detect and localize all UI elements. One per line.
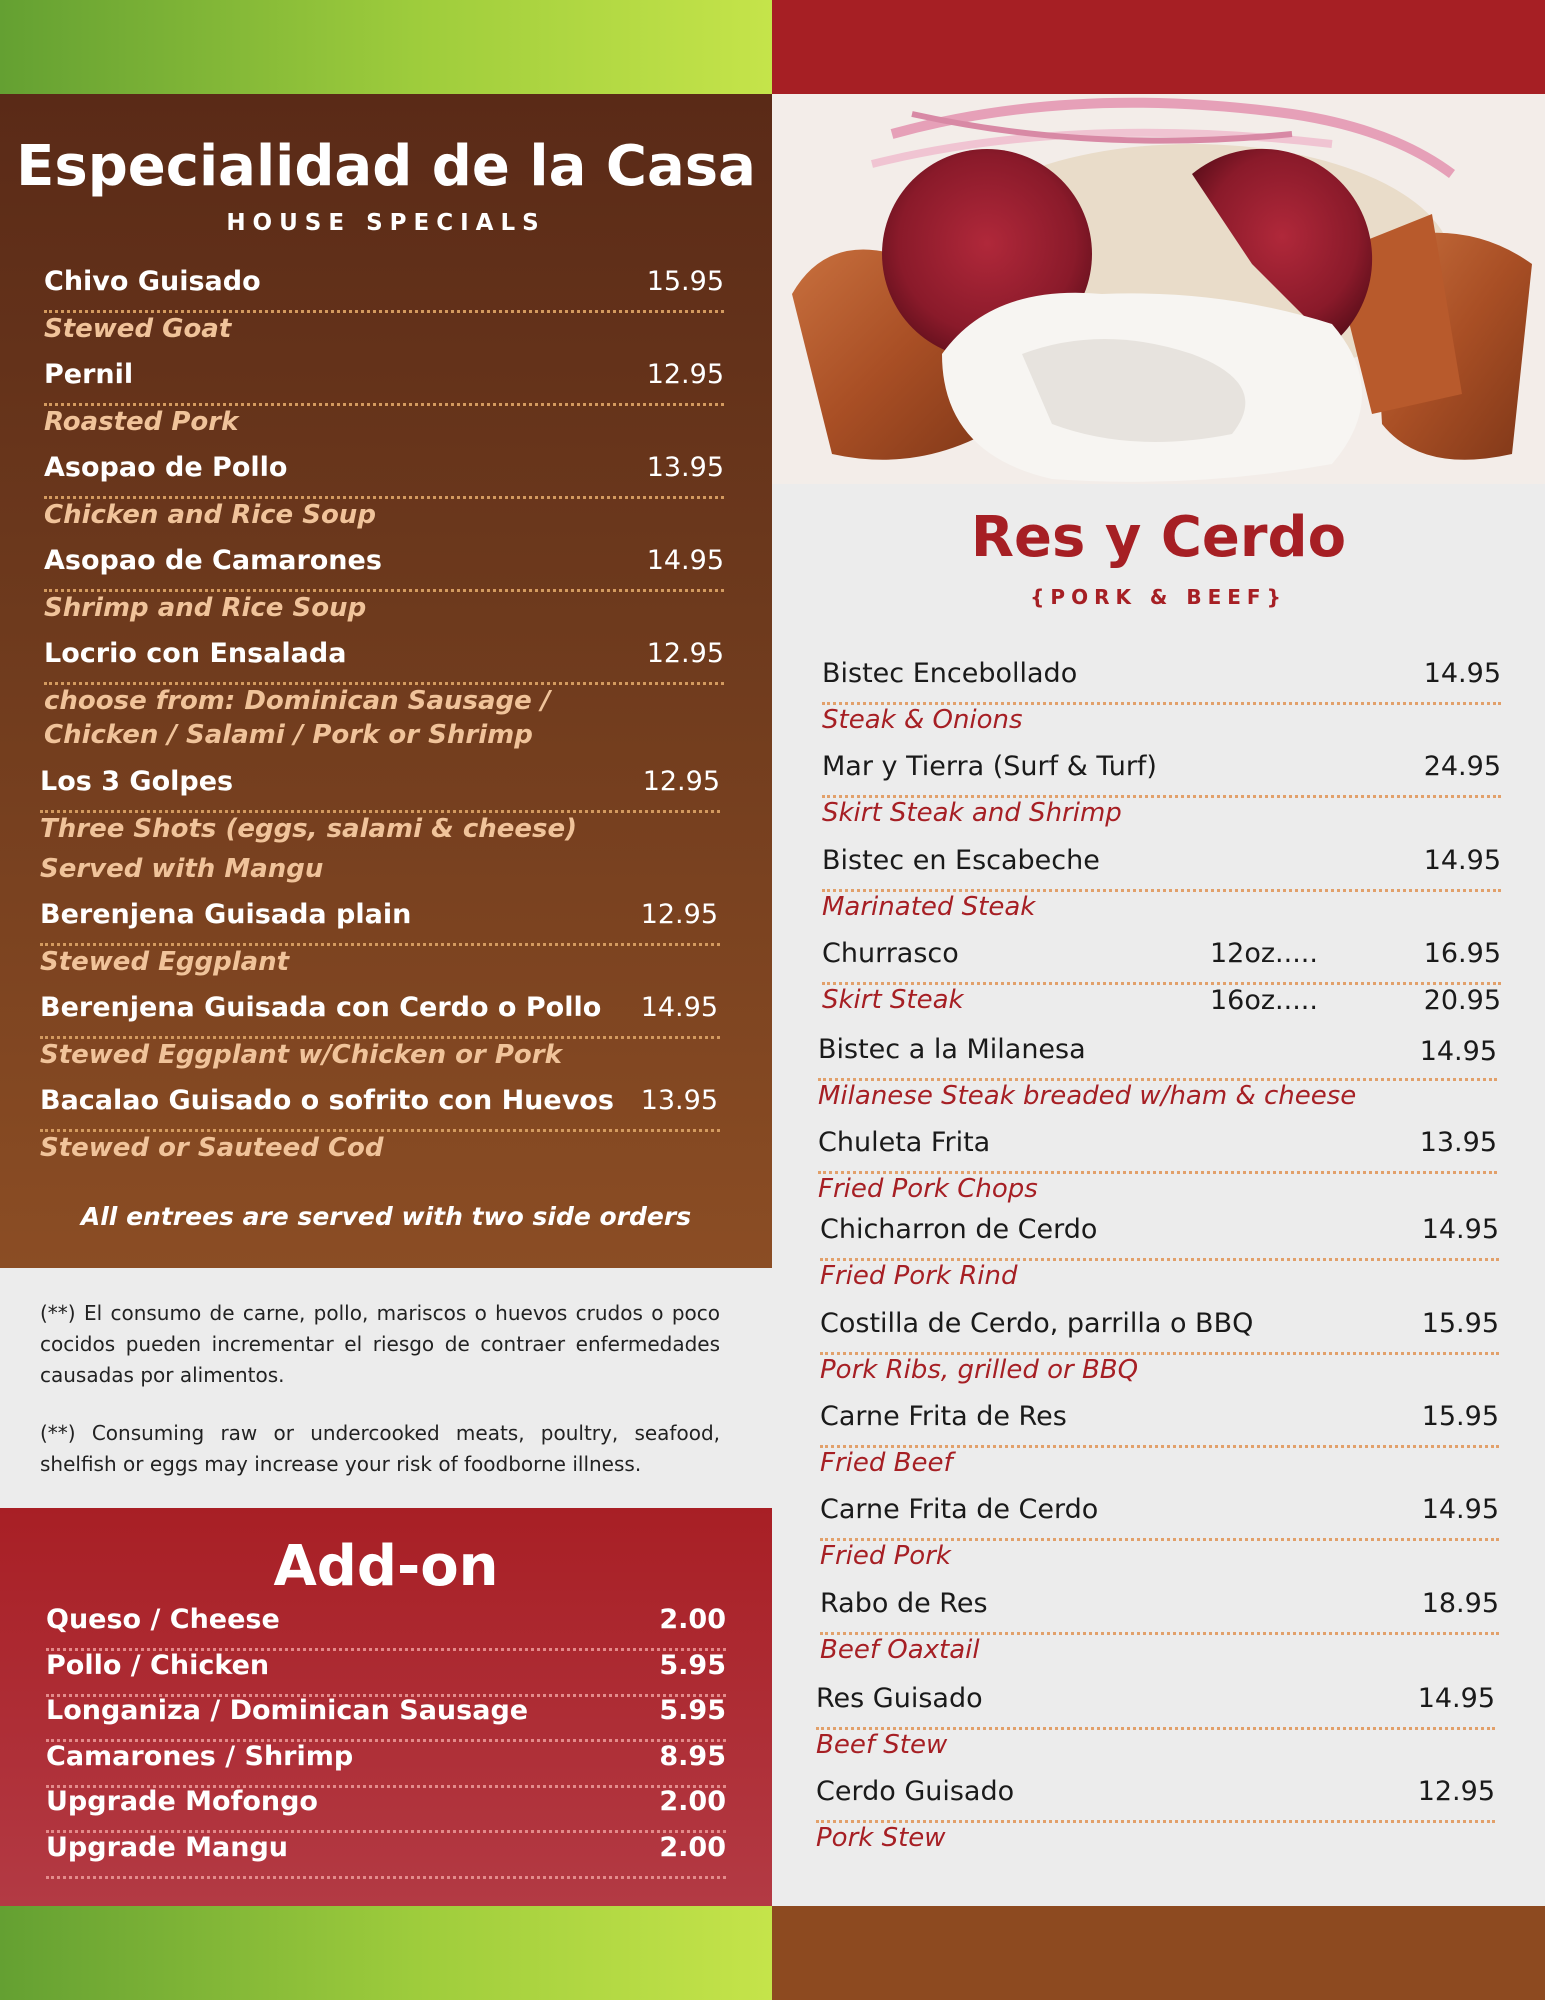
dotted-divider bbox=[44, 589, 724, 592]
house-specials-subtitle: HOUSE SPECIALS bbox=[226, 210, 546, 236]
menu-item-description: Fried Beef bbox=[820, 1448, 953, 1478]
menu-item-description: Skirt Steak bbox=[822, 985, 964, 1015]
menu-item-name: Res Guisado bbox=[816, 1683, 983, 1714]
menu-item-price: 15.95 bbox=[1421, 1401, 1499, 1432]
menu-item-description: Skirt Steak and Shrimp bbox=[822, 798, 1122, 828]
menu-item-description-line2: Chicken / Salami / Pork or Shrimp bbox=[44, 720, 533, 750]
menu-item-price: 13.95 bbox=[646, 452, 724, 483]
dotted-divider bbox=[40, 943, 720, 946]
addon-title: Add-on bbox=[273, 1534, 499, 1599]
menu-item-price: 15.95 bbox=[646, 266, 724, 297]
menu-item-name: Asopao de Pollo bbox=[44, 452, 288, 483]
menu-item-name: Chicharron de Cerdo bbox=[820, 1214, 1098, 1245]
menu-item-name: Carne Frita de Cerdo bbox=[820, 1494, 1099, 1525]
menu-item-price: 14.95 bbox=[1421, 1214, 1499, 1245]
bottom-band-brown bbox=[772, 1906, 1545, 2000]
addon-panel bbox=[0, 1508, 772, 1906]
menu-item-name: Bacalao Guisado o sofrito con Huevos bbox=[40, 1085, 614, 1116]
menu-item-name: Pernil bbox=[44, 359, 134, 390]
menu-item-name: Churrasco bbox=[822, 938, 959, 969]
addon-item-name: Longaniza / Dominican Sausage bbox=[46, 1695, 529, 1726]
menu-item-price: 18.95 bbox=[1421, 1588, 1499, 1619]
menu-item-price: 14.95 bbox=[1419, 1036, 1497, 1067]
menu-item-price: 13.95 bbox=[640, 1085, 718, 1116]
menu-item-price: 14.95 bbox=[1421, 1494, 1499, 1525]
menu-item-price: 12.95 bbox=[1417, 1776, 1495, 1807]
menu-item-name: Chivo Guisado bbox=[44, 266, 261, 297]
menu-item-price: 12.95 bbox=[646, 359, 724, 390]
menu-item-price: 14.95 bbox=[646, 545, 724, 576]
menu-item-name: Asopao de Camarones bbox=[44, 545, 382, 576]
menu-item-price: 14.95 bbox=[1423, 658, 1501, 689]
menu-item-price: 20.95 bbox=[1423, 985, 1501, 1016]
menu-item-name: Rabo de Res bbox=[820, 1588, 988, 1619]
addon-item-price: 2.00 bbox=[659, 1786, 726, 1817]
menu-item-price: 14.95 bbox=[1423, 845, 1501, 876]
menu-item-name: Bistec Encebollado bbox=[822, 658, 1078, 689]
top-band-red bbox=[772, 0, 1545, 94]
disclaimer-english: (**) Consuming raw or undercooked meats, poultry, seafood, shelfish or eggs may increase your risk of foodborne illness. bbox=[40, 1421, 720, 1476]
menu-item-description: Fried Pork Chops bbox=[818, 1174, 1038, 1204]
menu-item-name: Berenjena Guisada plain bbox=[40, 899, 412, 930]
menu-item-description: Steak & Onions bbox=[822, 705, 1023, 735]
menu-item-description: Beef Oaxtail bbox=[820, 1635, 980, 1665]
menu-item-size: 12oz..... bbox=[1210, 938, 1318, 969]
menu-item-name: Bistec a la Milanesa bbox=[818, 1034, 1086, 1065]
menu-item-price: 14.95 bbox=[1417, 1683, 1495, 1714]
dotted-divider bbox=[44, 403, 724, 406]
menu-item-name: Bistec en Escabeche bbox=[822, 845, 1100, 876]
house-specials-panel bbox=[0, 94, 772, 1268]
menu-item-price: 16.95 bbox=[1423, 938, 1501, 969]
menu-item-description: Stewed Goat bbox=[44, 314, 232, 344]
dotted-divider bbox=[44, 496, 724, 499]
addon-item-name: Queso / Cheese bbox=[46, 1604, 280, 1635]
top-band-green bbox=[0, 0, 772, 94]
disclaimer-spanish: (**) El consumo de carne, pollo, mariscos o huevos crudos o poco cocidos pueden incrementar el riesgo de contraer enfermedades causadas por alimentos. bbox=[40, 1301, 720, 1387]
res-y-cerdo-subtitle: {PORK & BEEF} bbox=[1030, 585, 1287, 609]
menu-item-description: Chicken and Rice Soup bbox=[44, 500, 376, 530]
dotted-divider bbox=[40, 1036, 720, 1039]
menu-item-description: Three Shots (eggs, salami & cheese) bbox=[40, 814, 578, 844]
menu-item-name: Locrio con Ensalada bbox=[44, 638, 347, 669]
menu-item-price: 14.95 bbox=[640, 992, 718, 1023]
addon-item-price: 8.95 bbox=[659, 1741, 726, 1772]
menu-item-description: Shrimp and Rice Soup bbox=[44, 593, 367, 623]
menu-item-price: 12.95 bbox=[640, 899, 718, 930]
menu-item-name: Los 3 Golpes bbox=[40, 766, 234, 797]
menu-item-description: Fried Pork bbox=[820, 1541, 951, 1571]
menu-item-price: 15.95 bbox=[1421, 1308, 1499, 1339]
menu-item-description: Beef Stew bbox=[816, 1730, 948, 1760]
addon-item-name: Upgrade Mangu bbox=[46, 1832, 289, 1863]
res-y-cerdo-title: Res y Cerdo bbox=[970, 505, 1347, 570]
dotted-divider bbox=[40, 810, 720, 813]
menu-item-description: Stewed Eggplant bbox=[40, 947, 290, 977]
menu-item-description: Stewed Eggplant w/Chicken or Pork bbox=[40, 1040, 562, 1070]
food-photo-illustration bbox=[772, 94, 1545, 484]
addon-item-price: 5.95 bbox=[659, 1695, 726, 1726]
menu-item-price: 13.95 bbox=[1419, 1127, 1497, 1158]
dotted-divider bbox=[46, 1876, 726, 1879]
menu-item-name: Berenjena Guisada con Cerdo o Pollo bbox=[40, 992, 602, 1023]
dotted-divider bbox=[44, 682, 724, 685]
dotted-divider bbox=[44, 310, 724, 313]
bottom-band-green bbox=[0, 1906, 772, 2000]
addon-item-name: Pollo / Chicken bbox=[46, 1650, 270, 1681]
menu-item-description: choose from: Dominican Sausage / bbox=[44, 686, 551, 716]
house-specials-footnote: All entrees are served with two side orders bbox=[80, 1202, 692, 1231]
menu-item-price: 24.95 bbox=[1423, 751, 1501, 782]
addon-item-name: Upgrade Mofongo bbox=[46, 1786, 318, 1817]
menu-item-name: Cerdo Guisado bbox=[816, 1776, 1015, 1807]
menu-item-description: Stewed or Sauteed Cod bbox=[40, 1133, 384, 1163]
dotted-divider bbox=[40, 1129, 720, 1132]
menu-item-name: Costilla de Cerdo, parrilla o BBQ bbox=[820, 1308, 1254, 1339]
menu-item-description-line2: Served with Mangu bbox=[40, 854, 324, 884]
menu-item-name: Carne Frita de Res bbox=[820, 1401, 1067, 1432]
addon-item-name: Camarones / Shrimp bbox=[46, 1741, 354, 1772]
addon-item-price: 2.00 bbox=[659, 1832, 726, 1863]
menu-item-description: Pork Ribs, grilled or BBQ bbox=[820, 1355, 1139, 1385]
menu-item-name: Chuleta Frita bbox=[818, 1127, 991, 1158]
menu-item-price: 12.95 bbox=[646, 638, 724, 669]
menu-item-description: Roasted Pork bbox=[44, 407, 239, 437]
menu-item-description: Pork Stew bbox=[816, 1823, 946, 1853]
menu-item-name: Mar y Tierra (Surf & Turf) bbox=[822, 751, 1157, 782]
menu-item-size: 16oz..... bbox=[1210, 985, 1318, 1016]
menu-item-description: Milanese Steak breaded w/ham & cheese bbox=[818, 1081, 1357, 1111]
house-specials-title: Especialidad de la Casa bbox=[16, 134, 756, 199]
menu-item-price: 12.95 bbox=[642, 766, 720, 797]
menu-item-description: Marinated Steak bbox=[822, 892, 1036, 922]
food-photo bbox=[772, 94, 1545, 484]
addon-item-price: 5.95 bbox=[659, 1650, 726, 1681]
menu-item-description: Fried Pork Rind bbox=[820, 1261, 1018, 1291]
addon-item-price: 2.00 bbox=[659, 1604, 726, 1635]
